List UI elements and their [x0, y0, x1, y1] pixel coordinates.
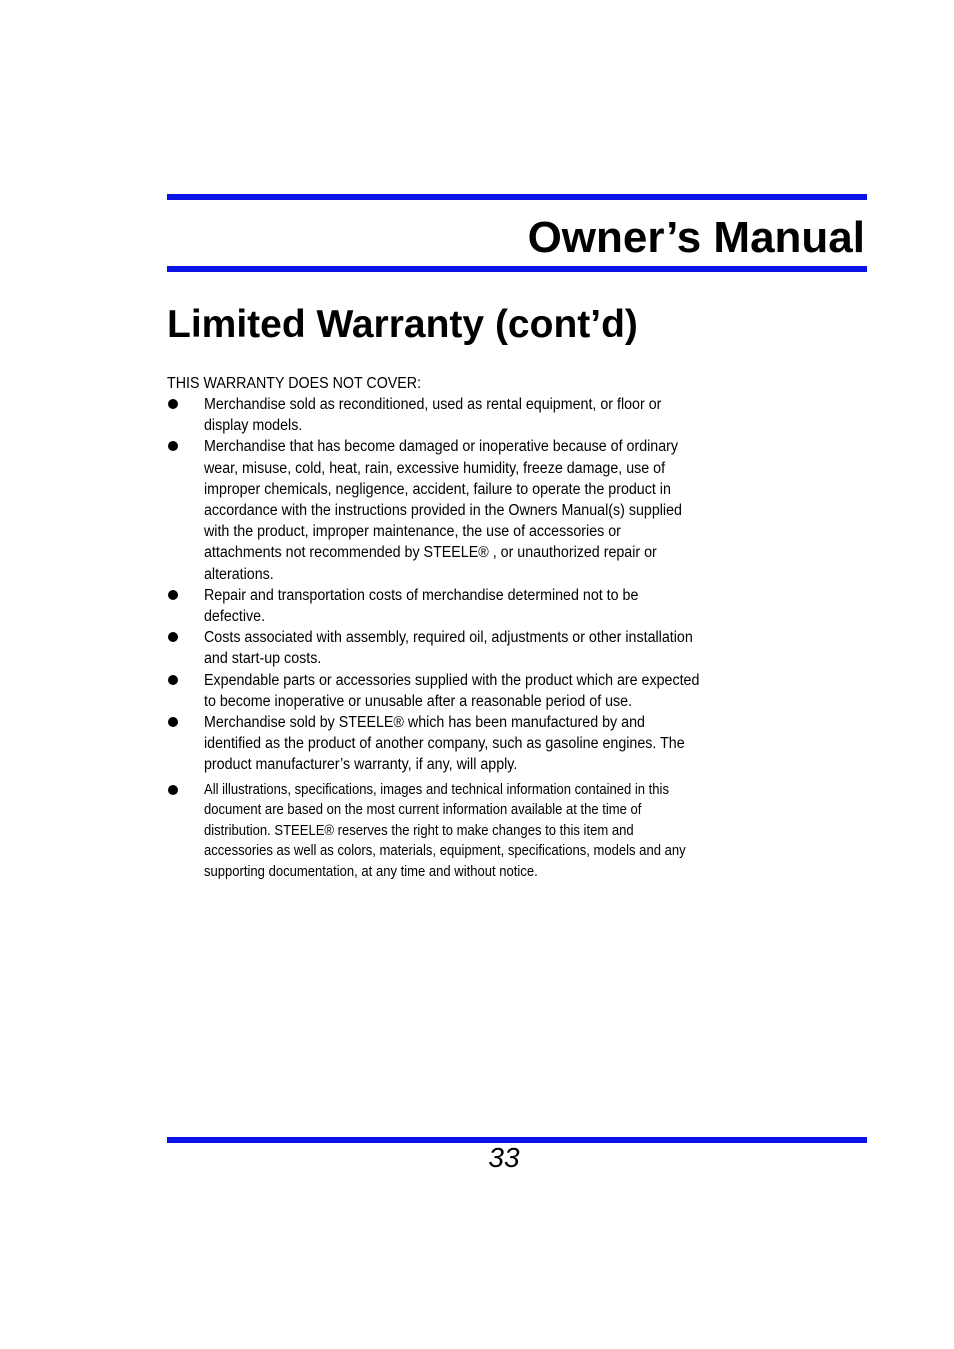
list-item: [167, 436, 727, 584]
warranty-exclusions-list: [167, 394, 727, 883]
header-top-rule: [167, 194, 867, 200]
list-item-text: Expendable parts or accessories supplied with the product which are expected to become inoperative or unusable after a reasonable period of use.: [204, 671, 700, 710]
bullet-icon: [168, 675, 178, 685]
bullet-icon: [168, 717, 178, 727]
bullet-icon: [168, 590, 178, 600]
list-item: [167, 670, 727, 712]
bullet-icon: [168, 632, 178, 642]
page-number: 33: [488, 1142, 520, 1173]
list-item: [167, 712, 727, 776]
list-item-text: All illustrations, specifications, images and technical information contained in this document are based on the most current information available at the time of distribution. STEELE® reserves the right to make changes to this item and accessories as well as colors, materials, equipment, specifications, models and any supporting documentation, at any time and without notice.: [204, 781, 686, 881]
list-item: [167, 394, 727, 436]
list-item-text: Merchandise that has become damaged or inoperative because of ordinary wear, misuse, cold, heat, rain, excessive humidity, freeze damage, use of improper chemicals, negligence, accident, failure to operate the product in accordance with the instructions provided in the Owners Manual(s) supplied with the product, improper maintenance, the use of accessories or attachments not recommended by STEELE® , or unauthorized repair or alterations.: [204, 438, 682, 583]
manual-title: Owner’s Manual: [527, 213, 865, 262]
list-item: [167, 585, 727, 627]
bullet-icon: [168, 785, 178, 795]
warranty-exclusions-intro: THIS WARRANTY DOES NOT COVER:: [167, 375, 422, 392]
list-item-text: Costs associated with assembly, required oil, adjustments or other installation and start-up costs.: [204, 629, 693, 668]
header-bottom-rule: [167, 266, 867, 272]
bullet-icon: [168, 441, 178, 451]
bullet-icon: [168, 399, 178, 409]
list-item: [167, 627, 727, 669]
list-item: [167, 780, 727, 883]
list-item-text: Merchandise sold as reconditioned, used as rental equipment, or floor or display models.: [204, 396, 662, 435]
page-title: Limited Warranty (cont’d): [167, 303, 638, 346]
list-item-text: Merchandise sold by STEELE® which has been manufactured by and identified as the product of another company, such as gasoline engines. The product manufacturer’s warranty, if any, will apply.: [204, 714, 685, 774]
list-item-text: Repair and transportation costs of merchandise determined not to be defective.: [204, 586, 639, 626]
